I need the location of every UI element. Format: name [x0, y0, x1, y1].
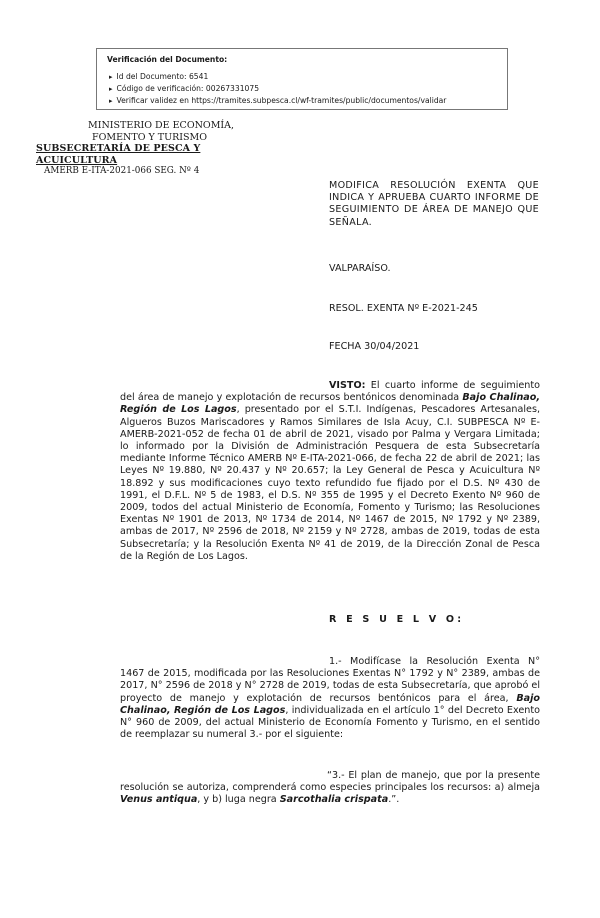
- resolution-number: RESOL. EXENTA Nº E-2021-245: [329, 303, 478, 314]
- verification-title: Verificación del Documento:: [107, 55, 228, 64]
- article-1-paragraph: [120, 656, 540, 741]
- article-1-text-1: 1.- Modifícase la Resolución Exenta N° 1467 de 2015, modificada por las Resoluciones Exentas N° 1792 y N° 2389, ambas de 2017, N° 2596 de 2018 y N° 2728 de 2019, todas de esta Subsecretaría, que aprobó el proyecto de manejo y explotación de recursos bentónicos para el área,: [120, 656, 540, 704]
- resolution-title: MODIFICA RESOLUCIÓN EXENTA QUE INDICA Y APRUEBA CUARTO INFORME DE SEGUIMIENTO DE ÁREA DE MANEJO QUE SEÑALA.: [329, 180, 539, 228]
- subsecretaria-name: SUBSECRETARÍA DE PESCA Y ACUICULTURA: [36, 143, 201, 166]
- ministry-header: [36, 120, 282, 178]
- visto-paragraph: [120, 380, 540, 563]
- verification-document-id: ▸ Id del Documento: 6541: [109, 71, 499, 83]
- quote-text-1: “3.- El plan de manejo, que por la presente resolución se autoriza, comprenderá como especies principales los recursos: a) almeja: [120, 770, 540, 794]
- species-sarcothalia-crispata: Sarcothalia crispata: [279, 794, 389, 806]
- visto-area-name: Bajo Chalinao, Región de Los Lagos: [120, 392, 540, 416]
- visto-text-2: , presentado por el S.T.I. Indígenas, Pescadores Artesanales, Algueros Buzos Mariscadores y Ramos Similares de Isla Acuy, C.I. SUBPESCA Nº E-AMERB-2021-052 de fecha 01 de abril de 2021, visado por Palma y Vergara Limitada; lo informado por la División de Administración Pesquera de esta Subsecretaría mediante Informe Técnico AMERB Nº E-ITA-2021-066, de fecha 22 de abril de 2021; las Leyes Nº 19.880, Nº 20.437 y Nº 20.657; la Ley General de Pesca y Acuicultura Nº 18.892 y sus modificaciones cuyo texto refundido fue fijado por el D.S. Nº 430 de 1991, el D.F.L. Nº 5 de 1983, el D.S. Nº 355 de 1995 y el Decreto Exento Nº 960 de 2009, todos del actual Ministerio de Economía, Fomento y Turismo; las Resoluciones Exentas Nº 1901 de 2013, Nº 1734 de 2014, Nº 1467 de 2015, Nº 1792 y Nº 2389, ambas de 2017, Nº 2596 de 2018, Nº 2159 y Nº 2728, ambas de 2019, todas de esta Subsecretaría; y la Resolución Exenta Nº 41 de 2019, de la Dirección Zonal de Pesca de la Región de Los Lagos.: [120, 404, 541, 562]
- quoted-numeral-3: [120, 770, 540, 807]
- document-reference: AMERB E-ITA-2021-066 SEG. Nº 4: [44, 166, 200, 176]
- place: VALPARAÍSO.: [329, 263, 391, 274]
- verification-box: [96, 48, 508, 110]
- verification-code: ▸ Código de verificación: 00267331075: [109, 83, 499, 95]
- visto-text-1: El cuarto informe de seguimiento del área de manejo y explotación de recursos bentónicos denominada: [120, 380, 540, 404]
- verification-url[interactable]: ▸ Verificar validez en https://tramites.subpesca.cl/wf-tramites/public/documentos/validar: [109, 95, 499, 107]
- quote-text-2: , y b) luga negra: [197, 794, 280, 806]
- ministry-name-line2: FOMENTO Y TURISMO: [92, 131, 208, 143]
- article-1-text-2: , individualizada en el artículo 1° del Decreto Exento N° 960 de 2009, del actual Ministerio de Economía Fomento y Turismo, en el sentido de reemplazar su numeral 3.- por el siguiente:: [120, 704, 540, 741]
- visto-label: VISTO:: [329, 380, 366, 391]
- resolution-date: FECHA 30/04/2021: [329, 341, 420, 352]
- article-1-area-name: Bajo Chalinao, Región de Los Lagos: [120, 692, 540, 716]
- ministry-name-line1: MINISTERIO DE ECONOMÍA,: [88, 120, 235, 131]
- verification-list: [107, 71, 499, 107]
- resuelvo-heading: R E S U E L V O:: [329, 614, 465, 625]
- species-venus-antiqua: Venus antiqua: [120, 794, 198, 806]
- quote-text-3: .”.: [388, 794, 400, 806]
